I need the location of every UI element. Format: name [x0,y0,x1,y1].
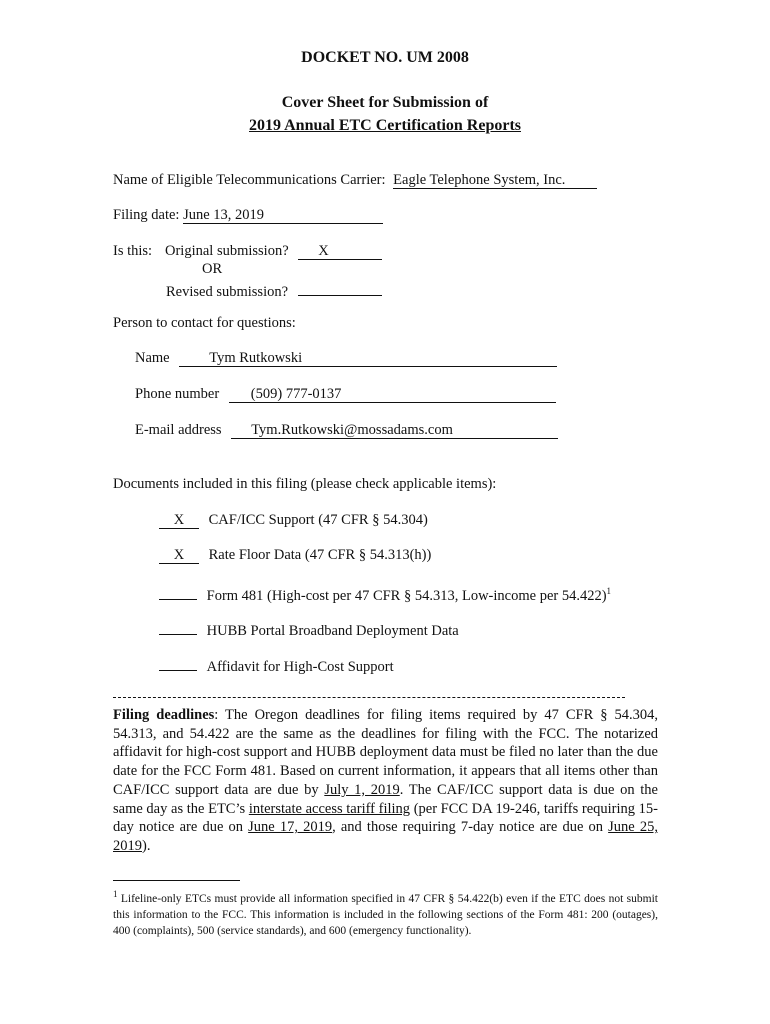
interstate-tariff-link[interactable]: interstate access tariff filing [248,800,411,817]
deadlines-text-2: . The CAF/ICC support data is due on the same day as the ETC’s [113,781,658,817]
contact-heading: Person to contact for questions: [113,315,296,331]
document-item-hubb [159,618,459,640]
revised-submission-label: Revised submission? [166,284,289,300]
footnote-text: Lifeline-only ETCs must provide all information specified in 47 CFR § 54.422(b) even if the ETC does not submit this information to the FCC. This information is included in the following sections of the Form 481: 200 (outages), 400 (complaints), 500 (service standards), and 600 (emergency functionality). [113,892,658,938]
carrier-label: Name of Eligible Telecommunications Carrier: [113,172,386,188]
or-label: OR [202,261,223,277]
document-item-form-481 [159,583,611,605]
docket-number: DOCKET NO. UM 2008 [301,49,469,66]
deadlines-text-3: (per FCC DA 19-246, tariffs requiring 15-day notice are due on [113,800,658,836]
filing-deadlines-label: Filing deadlines [113,707,215,723]
cover-sheet-title: Cover Sheet for Submission of [281,94,489,111]
document-item-rate-floor [159,547,431,564]
document-checkbox-mark: X [159,547,199,564]
document-checkbox-mark [159,583,197,600]
is-this-label: Is this: [113,243,153,259]
original-submission-row [165,243,382,260]
document-item-caf-icc [159,512,428,529]
filing-date-value: June 13, 2019 [183,207,383,224]
contact-phone-value: (509) 777-0137 [229,386,556,403]
footnote-reference: 1 [606,586,612,597]
deadlines-text-5: ). [142,837,151,854]
carrier-value: Eagle Telephone System, Inc. [393,172,597,189]
footnote-rule [113,880,240,881]
footnote-number: 1 [113,889,118,899]
documents-heading: Documents included in this filing (please check applicable items): [113,476,497,492]
document-item-label: HUBB Portal Broadband Deployment Data [206,623,459,639]
section-separator [113,697,625,698]
document-item-affidavit [159,654,394,676]
deadline-date-june-25: June 25, 2019 [113,819,658,854]
deadlines-text-4: , and those requiring 7-day notice are due on [332,819,609,836]
document-checkbox-mark [159,618,197,635]
contact-name-label: Name [135,350,170,366]
contact-email-value: Tym.Rutkowski@mossadams.com [231,422,558,439]
revised-submission-row [166,279,382,301]
document-checkbox-mark: X [159,512,199,529]
contact-phone-label: Phone number [135,386,220,402]
contact-name-row [135,350,557,367]
filing-date-row [113,207,383,224]
original-submission-label: Original submission? [165,243,289,259]
deadlines-text-1: : The Oregon deadlines for filing items required by 47 CFR § 54.304, 54.313, and 54.422 are the same as the deadlines for filing with the FCC. The notarized affidavit for high-cost support and HUBB deployment data must be filed no later than the due date for the FCC Form 481. Based on current information, it appears that all items other than CAF/ICC support data are due by [113,707,658,798]
filing-date-label: Filing date: [113,207,180,223]
contact-name-value: Tym Rutkowski [179,350,557,367]
cover-sheet-subtitle: 2019 Annual ETC Certification Reports [249,117,521,134]
contact-phone-row [135,386,556,403]
original-submission-mark: X [298,243,382,260]
document-item-label: CAF/ICC Support (47 CFR § 54.304) [208,512,428,528]
carrier-row [113,172,597,189]
contact-email-label: E-mail address [135,422,222,438]
contact-email-row [135,422,558,439]
deadline-date-june-17: June 17, 2019 [248,819,333,836]
document-item-label: Affidavit for High-Cost Support [206,659,394,675]
deadline-date-july-1: July 1, 2019 [324,781,400,798]
filing-deadlines-paragraph [113,706,658,856]
document-checkbox-mark [159,654,197,671]
document-item-label: Rate Floor Data (47 CFR § 54.313(h)) [208,547,432,563]
footnote [113,886,658,940]
document-item-label: Form 481 (High-cost per 47 CFR § 54.313, Low-income per 54.422) [206,588,607,604]
revised-submission-mark [298,279,382,296]
